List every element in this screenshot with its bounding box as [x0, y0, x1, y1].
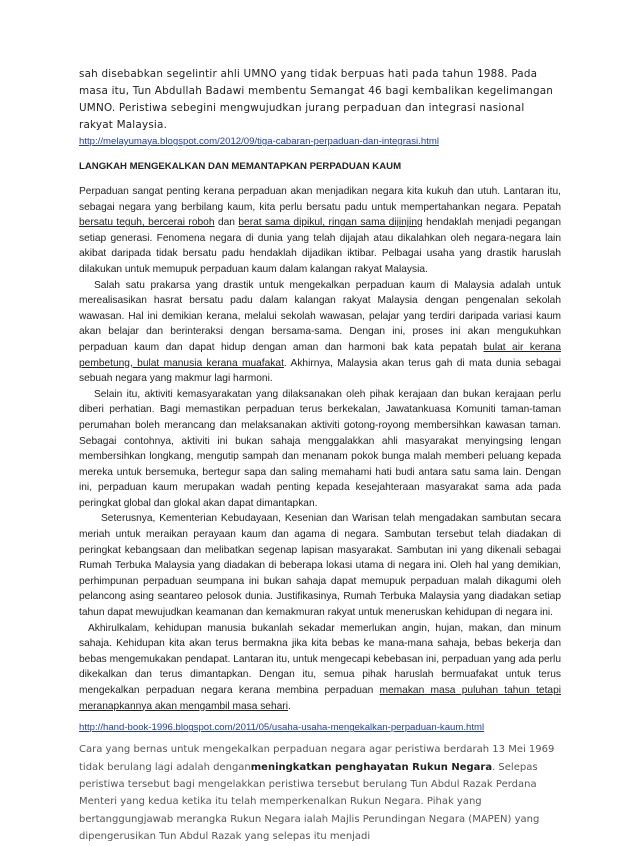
proverb-2: berat sama dipikul, ringan sama dijinjing: [238, 217, 423, 229]
proverb-1: bersatu teguh, bercerai roboh: [79, 217, 215, 229]
paragraph-4: Seterusnya, Kementerian Kebudayaan, Kesenian dan Warisan telah mengadakan sambutan secara meriah untuk meraikan perayaan kaum dan agama di negara. Sambutan tersebut telah diadakan di peringkat kebangsaan dan melibatkan segenap lapisan masyarakat. Sambutan ini yang dikenali sebagai Rumah Terbuka Malaysia yang diadakan di beberapa lokasi utama di negara ini. Oleh hal yang demikian, perhimpunan perpaduan seumpana ini bukan sahaja dapat memupuk perpaduan malah dikagumi oleh pelancong asing seantareo pelosok dunia. Justifikasinya, Rumah Terbuka Malaysia yang diadakan setiap tahun dapat mewujudkan keamanan dan kemakmuran rakyat untuk meneruskan kehidupan di negara ini.: [79, 513, 561, 619]
paragraph-2: Salah satu prakarsa yang drastik untuk mengekalkan perpaduan kaum di Malaysia adalah untuk merealisasikan hasrat bersatu padu dalam kalangan rakyat Malaysia dengan pengenalan sekolah wawasan. Hal ini demikian kerana, melalui sekolah wawasan, pelajar yang terdiri daripada variasi kaum akan belajar dan berinteraksi dengan bersama-sama. Dengan ini, proses ini akan mengukuhkan perpaduan kaum dan dapat hidup dengan aman dan harmoni bak kata pepatah bulat air kerana pembetung, bulat manusia kerana muafakat. Akhirnya, Malaysia akan terus gah di mata dunia sebagai sebuah negara yang makmur lagi harmoni.: [79, 279, 561, 385]
intro-paragraph: sah disebabkan segelintir ahli UMNO yang tidak berpuas hati pada tahun 1988. Pada masa itu, Tun Abdullah Badawi membentu Semangat 46 bagi kembalikan kegelimangan UMNO. Peristiwa sebegini mengwujudkan jurang perpaduan dan integrasi nasional rakyat Malaysia.: [79, 68, 554, 131]
proverb-3: bulat air kerana pembetung, bulat manusia kerana muafakat: [79, 341, 561, 369]
emphasis-rukun-negara: meningkatkan penghayatan Rukun Negara: [250, 761, 493, 773]
final-paragraph: Cara yang bernas untuk mengekalkan perpaduan negara agar peristiwa berdarah 13 Mei 1969 tidak berulang lagi adalah denganmeningkatkan penghayatan Rukun Negara. Selepas peristiwa tersebut bagi mengelakkan peristiwa tersebut berulang Tun Abdul Razak Perdana Menteri yang kedua ketika itu telah memperkenalkan Rukun Negara. Pihak yang bertanggungjawab merangka Rukun Negara ialah Majlis Perundingan Negara (MAPEN) yang dipengerusikan Tun Abdul Razak yang selepas itu menjadi: [79, 744, 555, 843]
paragraph-5: Akhirulkalam, kehidupan manusia bukanlah sekadar memerlukan angin, hujan, makan, dan minum sahaja. Kehidupan kita akan terus bermakna jika kita bebas ke mana-mana sahaja, bebas bekerja dan bebas mengemukakan pendapat. Lantaran itu, untuk mengecapi kebebasan ini, perpaduan yang ada perlu dikekalkan dan terus dimantapkan. Dengan itu, semua pihak haruslah bermuafakat untuk terus mengekalkan perpaduan negara kerana membina perpaduan memakan masa puluhan tahun tetapi meranapkannya akan mengambil masa sehari.: [79, 622, 561, 712]
section-heading: LANGKAH MENGEKALKAN DAN MEMANTAPKAN PERPADUAN KAUM: [79, 161, 402, 172]
source-link-2[interactable]: http://hand-book-1996.blogspot.com/2011/05/usaha-usaha-mengekalkan-perpaduan-kaum.html: [79, 722, 485, 734]
proverb-4: memakan masa puluhan tahun tetapi meranapkannya akan mengambil masa sehari: [79, 685, 561, 712]
paragraph-1: Perpaduan sangat penting kerana perpaduan akan menjadikan negara kita kukuh dan utuh. Lantaran itu, sebagai negara yang berbilang kaum, kita perlu bersatu padu untuk mempertahankan negara. Pepatah bersatu teguh, bercerai roboh dan berat sama dipikul, ringan sama dijinjing hendaklah menjadi pegangan setiap generasi. Fenomena negara di dunia yang telah dijajah atau dikalahkan oleh negara-negara lain akibat daripada tidak bersatu padu hendaklah dijadikan iktibar. Pelbagai usaha yang drastik haruslah dilakukan untuk memupuk perpaduan kaum dalam kalangan rakyat Malaysia.: [79, 186, 561, 275]
source-link-1[interactable]: http://melayumaya.blogspot.com/2012/09/tiga-cabaran-perpaduan-dan-integrasi.html: [79, 136, 439, 147]
document-page: [79, 66, 561, 846]
paragraph-3: Selain itu, aktiviti kemasyarakatan yang dilaksanakan oleh pihak kerajaan dan bukan kerajaan perlu diberi perhatian. Bagi memastikan perpaduan terus berkekalan, Jawatankuasa Komuniti taman-taman perumahan boleh merancang dan melaksanakan aktiviti gotong-royong membersihkan kawasan taman. Sebagai contohnya, aktiviti ini bukan sahaja menggalakkan ahli masyarakat menyingsing lengan membersihkan longkang, mengutip sampah dan menanam pokok bunga malah memberi peluang kepada mereka untuk bersemuka, bertegur sapa dan saling memahami hati budi antara satu sama lain. Dengan ini, perpaduan kaum merupakan wadah penting kepada kesejahteraan masyarakat sama ada pada peringkat global dan glokal akan dapat dimantapkan.: [79, 388, 561, 509]
